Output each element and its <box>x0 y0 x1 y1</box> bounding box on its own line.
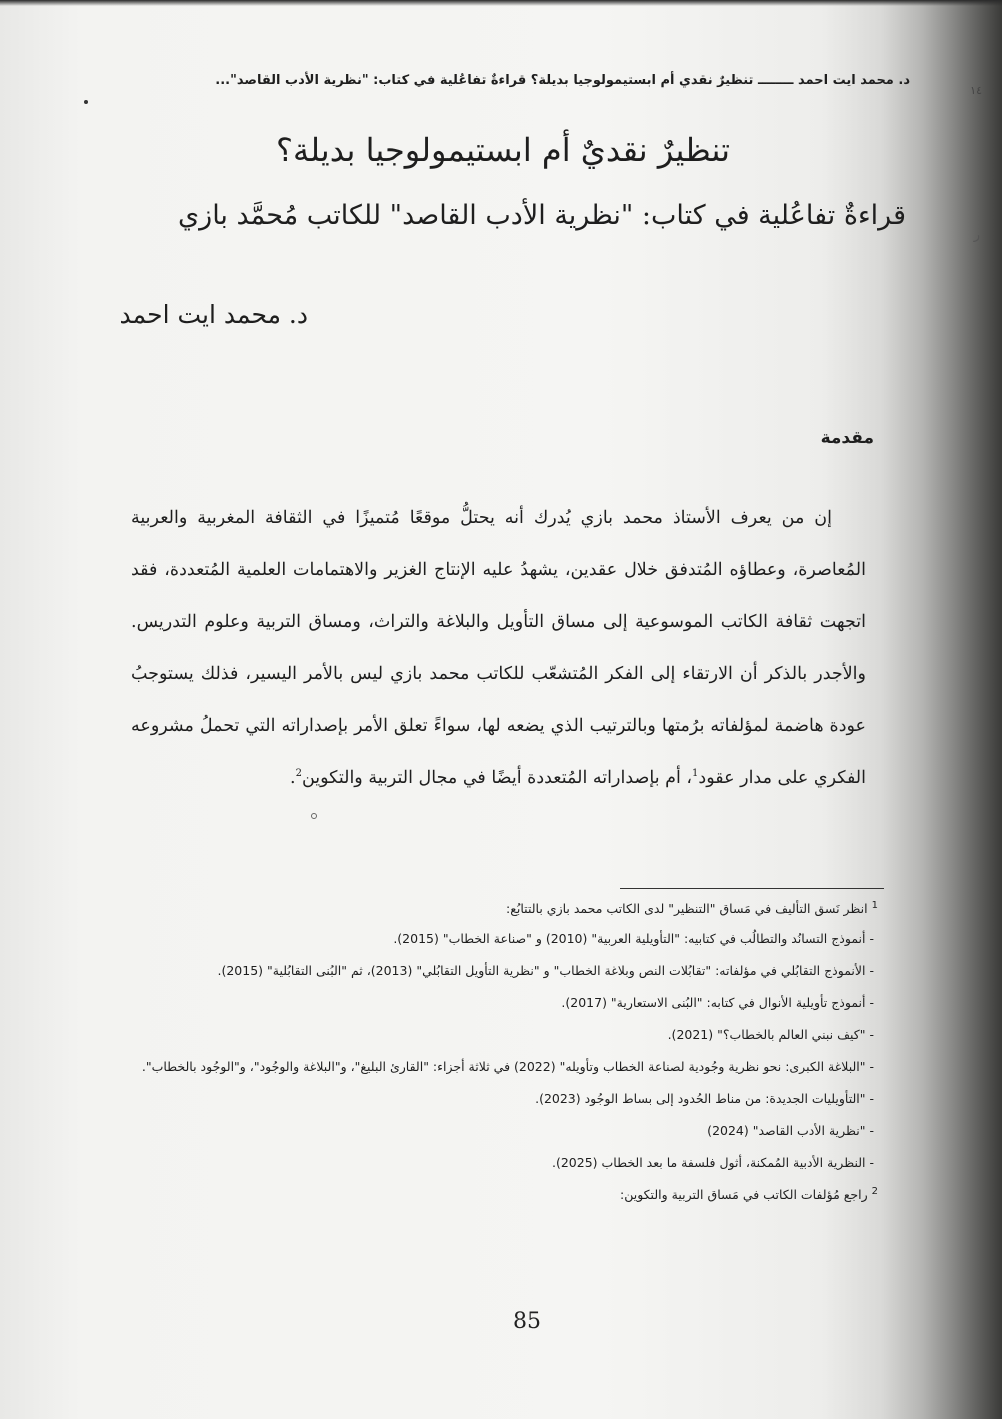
footnote-number-2: 2 <box>871 1185 878 1197</box>
footnote-1 <box>138 896 878 922</box>
footnote-divider <box>620 888 884 889</box>
footnote-2-text: راجع مُؤلفات الكاتب في مَساق التربية والتكوين: <box>619 1187 868 1202</box>
footnote-list-item: - "البلاغة الكبرى: نحو نظرية وجُودية لصناعة الخطاب وتأويله" (2022) في ثلاثة أجزاء: "القارئ البليغ"، و"البلاغة والوجُود"، و"الوجُود بالخطاب". <box>141 1059 874 1074</box>
edge-mark: ١٤ <box>970 84 982 97</box>
body-text-part-2: ، أم بإصداراته المُتعددة أيضًا في مجال التربية والتكوين <box>301 768 693 788</box>
footnote-list-item: - "نظرية الأدب القاصد" (2024) <box>707 1123 874 1138</box>
footnote-list-item: - "كيف نبني العالم بالخطاب؟" (2021). <box>667 1027 874 1042</box>
body-text-end: . <box>289 768 296 788</box>
footnote-list-item: - أنموذج تأويلية الأنوال في كتابه: "البُنى الاستعارية" (2017). <box>561 995 874 1010</box>
footnote-list-item: - "التأويليات الجديدة: من مناط الحُدود إلى بساط الوجُود (2023). <box>535 1091 874 1106</box>
article-subtitle: قراءةٌ تفاعُلية في كتاب: "نظرية الأدب القاصد" للكاتب مُحمَّد بازي <box>178 200 906 231</box>
edge-mark-secondary: ر <box>973 228 980 243</box>
footnote-2 <box>138 1182 878 1208</box>
footnote-list-item: - أنموذج التسانُد والتطالُب في كتابيه: "التأويلية العربية" (2010) و "صناعة الخطاب" (2015). <box>393 931 874 946</box>
scan-top-edge <box>0 0 1002 6</box>
footnote-number-1: 1 <box>871 899 878 911</box>
author-name: د. محمد ايت احمد <box>119 300 308 329</box>
article-title: تنظيرٌ نقديٌ أم ابستيمولوجيا بديلة؟ <box>276 131 730 169</box>
footnotes <box>138 896 878 1212</box>
footnote-list-item: - النظرية الأدبية المُمكنة، أثول فلسفة ما بعد الخطاب (2025). <box>551 1155 874 1170</box>
page-number: 85 <box>513 1309 541 1334</box>
footnote-list-item: - الأنموذج التقابُلي في مؤلفاته: "تقابُلات النص وبلاغة الخطاب" و "نظرية التأويل التقابُلي" (2013)، ثم "البُنى التقابُلية" (2015). <box>217 963 874 978</box>
running-header: د. محمد ايت احمد ــــــــ تنظيرٌ نقدي أم ابستيمولوجيا بديلة؟ قراءةٌ تفاعُلية في كتاب: "نظرية الأدب القاصد"... <box>215 73 910 88</box>
section-heading: مقدمة <box>820 428 874 448</box>
footnote-marker-1[interactable]: 1 <box>692 768 699 780</box>
body-text-part-1: إن من يعرف الأستاذ محمد بازي يُدرك أنه يحتلُّ موقعًا مُتميزًا في الثقافة المغربية والعربية المُعاصرة، وعطاؤه المُتدفق خلال عقدين، يشهدُ عليه الإنتاج الغزير والاهتمامات العلمية المُتعددة، فقد اتجهت ثقافة الكاتب الموسوعية إلى مساق التأويل والبلاغة والتراث، ومساق التربية وعلوم التدريس. والأجدر بالذكر أن الارتقاء إلى الفكر المُتشعّب للكاتب محمد بازي ليس بالأمر اليسير، فذلك يستوجبُ عودة هاضمة لمؤلفاته برُمتها وبالترتيب الذي يضعه لها، سواءً تعلق الأمر بإصداراته التي تحملُ مشروعه الفكري على مدار عقود <box>131 508 866 788</box>
ink-dot <box>311 813 317 819</box>
ink-dot <box>84 100 88 104</box>
footnote-1-intro: انظر نَسق التأليف في مَساق "التنظير" لدى الكاتب محمد بازي بالتتابُع: <box>506 901 868 916</box>
body-paragraph <box>131 492 866 804</box>
footnote-marker-2[interactable]: 2 <box>295 768 302 780</box>
